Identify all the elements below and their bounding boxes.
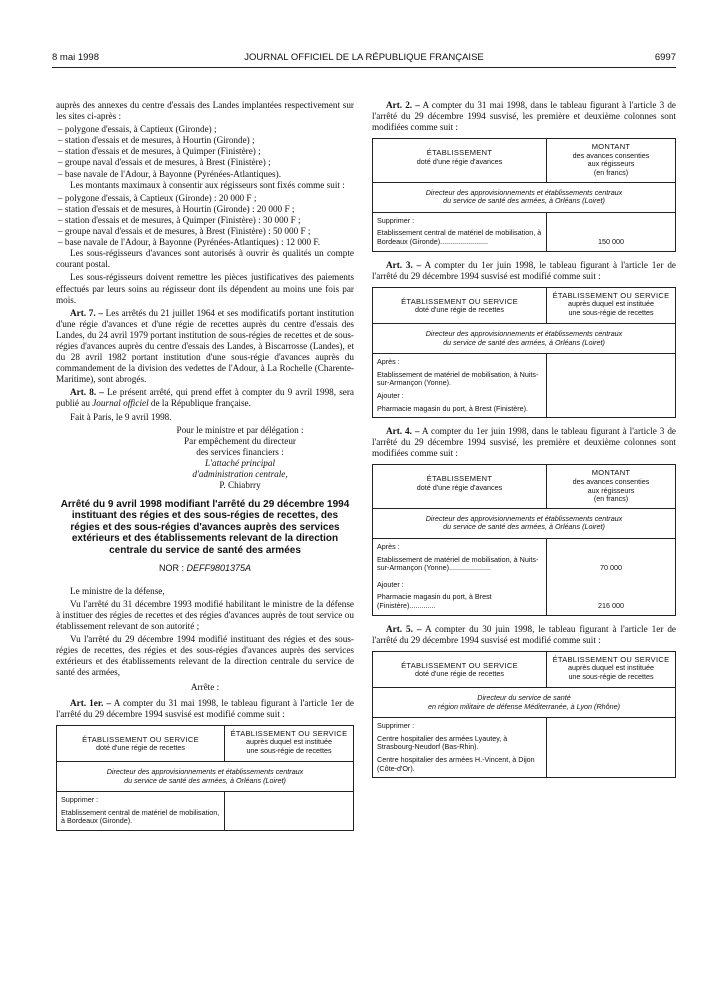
table-directorate: Directeur des approvisionnements et établissements centraux du service de santé des armées, à Orléans (Loiret): [373, 183, 675, 213]
signature-title: d'administration centrale,: [192, 468, 288, 479]
list-item: – station d'essais et de mesures, à Quimper (Finistère) : 30 000 F ;: [58, 214, 301, 225]
table-article-4: [372, 464, 676, 615]
visa: Vu l'arrêté du 31 décembre 1993 modifié habilitant le ministre de la défense à instituer des régies de recettes et des régies d'avances auprès de tout service ou établissement relevant de son autorité ;: [56, 598, 354, 631]
article-label: Art. 3. –: [386, 259, 422, 270]
journal-name: Journal officiel: [92, 398, 149, 409]
table-row: Supprimer : Etablissement central de matériel de mobilisation, à Bordeaux (Gironde).: [57, 792, 353, 830]
table-row: Après : Etablissement de matériel de mobilisation, à Nuits-sur-Armançon (Yonne)..................... 70 000: [373, 539, 675, 577]
signature-line: Pour le ministre et par délégation :: [176, 424, 304, 435]
list-item: – polygone d'essais, à Captieux (Gironde) ;: [58, 124, 217, 135]
paragraph: Les sous-régisseurs doivent remettre les pièces justificatives des paiements effectués par leurs soins au régisseur dont ils dépendent au moins une fois par mois.: [56, 272, 354, 305]
article-8: [56, 387, 354, 409]
list-item: – polygone d'essais, à Captieux (Gironde) : 20 000 F ;: [58, 192, 257, 203]
article-1: [56, 698, 354, 720]
article-text: Le présent arrêté, qui prend effet à compter du 9 avril 1998, sera publié au: [56, 387, 355, 409]
list-item: – groupe naval d'essais et de mesures, à Brest (Finistère) ;: [58, 157, 271, 168]
table-header: ÉTABLISSEMENT OU SERVICE doté d'une régie de recettes ÉTABLISSEMENT OU SERVICE auprès duquel est instituée une sous-régie de recettes: [57, 726, 353, 762]
article-text: de la République française.: [150, 398, 251, 409]
table-article-3: [372, 287, 676, 418]
right-column: [372, 100, 676, 786]
visa: Vu l'arrêté du 29 décembre 1994 modifié instituant des régies et des sous-régies de recettes, des régies et des sous-régies d'avances auprès des services extérieurs et des établissements relevant de la direction centrale du service de santé des armées,: [56, 634, 354, 678]
article-4: [372, 426, 676, 459]
table-row: Après : Etablissement de matériel de mobilisation, à Nuits-sur-Armançon (Yonne). Ajouter : Pharmacie magasin du port, à Brest (Finistère).: [373, 354, 675, 417]
page-header: [52, 52, 676, 66]
article-3: [372, 260, 676, 282]
table-directorate: Directeur du service de santé en région militaire de défense Méditerranée, à Lyon (Rhône): [373, 688, 675, 718]
table-directorate: Directeur des approvisionnements et établissements centraux du service de santé des armées, à Orléans (Loiret): [57, 762, 353, 792]
table-row: Ajouter : Pharmacie magasin du port, à Brest (Finistère)............. 216 000: [373, 577, 675, 615]
amount: 150 000: [598, 237, 624, 247]
list-item: – station d'essais et de mesures, à Hourtin (Gironde) ;: [58, 135, 255, 146]
article-label: Art. 1er. –: [70, 697, 112, 708]
montants-intro: Les montants maximaux à consentir aux régisseurs sont fixés comme suit :: [70, 179, 345, 190]
table-header: ÉTABLISSEMENT doté d'une régie d'avances MONTANT des avances consenties aux régisseurs (en francs): [373, 139, 675, 182]
table-article-1: [56, 725, 354, 831]
table-article-5: [372, 651, 676, 778]
header-rule: [52, 67, 676, 68]
table-article-2: [372, 138, 676, 251]
signature-block: [126, 425, 354, 491]
table-header: ÉTABLISSEMENT OU SERVICE doté d'une régie de recettes ÉTABLISSEMENT OU SERVICE auprès duquel est instituée une sous-régie de recettes: [373, 288, 675, 324]
article-text: A compter du 1er juin 1998, le tableau figurant à l'article 1er de l'arrêté du 29 décembre 1994 susvisé est modifié comme suit :: [372, 259, 676, 281]
article-label: Art. 8. –: [70, 387, 104, 398]
amount: 216 000: [598, 600, 624, 610]
article-text: A compter du 1er juin 1998, dans le tableau figurant à l'article 3 de l'arrêté du 29 décembre 1994 susvisé, les première et deuxième colonnes sont modifiées comme suit :: [372, 426, 676, 459]
article-label: Art. 2. –: [386, 100, 420, 110]
article-text: A compter du 31 mai 1998, dans le tableau figurant à l'article 3 de l'arrêté du 29 décembre 1994 susvisé, les première et deuxième colonnes sont modifiées comme suit :: [372, 100, 676, 133]
list-item: – station d'essais et de mesures, à Quimper (Finistère) ;: [58, 146, 261, 157]
article-text: A compter du 30 juin 1998, le tableau figurant à l'article 1er de l'arrêté du 29 décembre 1994 susvisé est modifié comme suit :: [372, 623, 677, 645]
article-label: Art. 4. –: [386, 426, 420, 437]
article-text: A compter du 31 mai 1998, le tableau figurant à l'article 1er de l'arrêté du 29 décembre 1994 susvisé est modifié comme suit :: [56, 697, 354, 719]
fait-line: Fait à Paris, le 9 avril 1998.: [70, 411, 172, 422]
table-directorate: Directeur des approvisionnements et établissements centraux du service de santé des armées, à Orléans (Loiret): [373, 324, 675, 354]
article-label: Art. 7. –: [70, 307, 103, 318]
list-item: – groupe naval d'essais et de mesures, à Brest (Finistère) : 50 000 F ;: [58, 226, 311, 237]
table-row: Supprimer : Etablissement central de matériel de mobilisation, à Bordeaux (Gironde)........................ 150 000: [373, 213, 675, 251]
header-date: 8 mai 1998: [52, 52, 100, 63]
left-column: [56, 100, 354, 839]
header-page-number: 6997: [654, 52, 676, 63]
nor-reference: NOR : DEFF9801375A: [158, 562, 252, 573]
table-row: Supprimer : Centre hospitalier des armées Lyautey, à Strasbourg-Neudorf (Bas-Rhin). Centre hospitalier des armées H.-Vincent, à Dijon (Côte-d'Or).: [373, 718, 675, 777]
sites-list: [56, 124, 354, 179]
nor-code: DEFF9801375A: [186, 562, 252, 573]
amount: 70 000: [600, 563, 622, 573]
article-label: Art. 5. –: [386, 623, 422, 634]
paragraph: Les sous-régisseurs d'avances sont autorisés à ouvrir ès qualités un compte courant postal.: [56, 248, 354, 270]
decree-title: Arrêté du 9 avril 1998 modifiant l'arrêté du 29 décembre 1994 instituant des régies et des sous-régies de recettes, des régies et des sous-régies d'avances auprès des services extérieurs et des établissements relevant de la direction centrale du service de santé des armées: [60, 498, 350, 556]
header-journal: JOURNAL OFFICIEL DE LA RÉPUBLIQUE FRANÇAISE: [244, 52, 484, 63]
montants-list: [56, 193, 354, 248]
article-5: [372, 624, 676, 646]
table-directorate: Directeur des approvisionnements et établissements centraux du service de santé des armées, à Orléans (Loiret): [373, 509, 675, 539]
signature-line: Par empêchement du directeur: [184, 435, 296, 446]
ministre-line: Le ministre de la défense,: [70, 585, 165, 596]
table-header: ÉTABLISSEMENT OU SERVICE doté d'une régie de recettes ÉTABLISSEMENT OU SERVICE auprès duquel est instituée une sous-régie de recettes: [373, 652, 675, 688]
signature-line: des services financiers :: [196, 446, 284, 457]
list-item: – base navale de l'Adour, à Bayonne (Pyrénées-Atlantiques) : 12 000 F.: [58, 237, 321, 248]
arrete-line: Arrête :: [190, 682, 220, 693]
article-7: [56, 308, 354, 386]
article-2: [372, 100, 676, 133]
table-header: ÉTABLISSEMENT doté d'une régie d'avances MONTANT des avances consenties aux régisseurs (en francs): [373, 465, 675, 508]
signatory-name: P. Chiabrry: [219, 479, 261, 490]
list-item: – base navale de l'Adour, à Bayonne (Pyrénées-Atlantiques).: [58, 168, 281, 179]
signature-title: L'attaché principal: [204, 457, 276, 468]
article-text: Les arrêtés du 21 juillet 1964 et ses modificatifs portant institution d'une régie d'avances et d'une régie de recettes auprès du centre d'essais des Landes, du 24 avril 1979 portant institution de sous-régies de recettes et de sous-régies d'avances auprès du centre d'essais des Landes, à Biscarrosse (Landes), et du 28 avril 1982 portant institution d'une sous-régie d'avances auprès du commandement de la division des vedettes de l'Adour, à La Rochelle (Charente-Maritime), sont abrogés.: [56, 307, 355, 385]
intro-text: auprès des annexes du centre d'essais des Landes implantées respectivement sur les sites ci-après :: [56, 100, 354, 122]
list-item: – station d'essais et de mesures, à Hourtin (Gironde) : 20 000 F ;: [58, 203, 295, 214]
